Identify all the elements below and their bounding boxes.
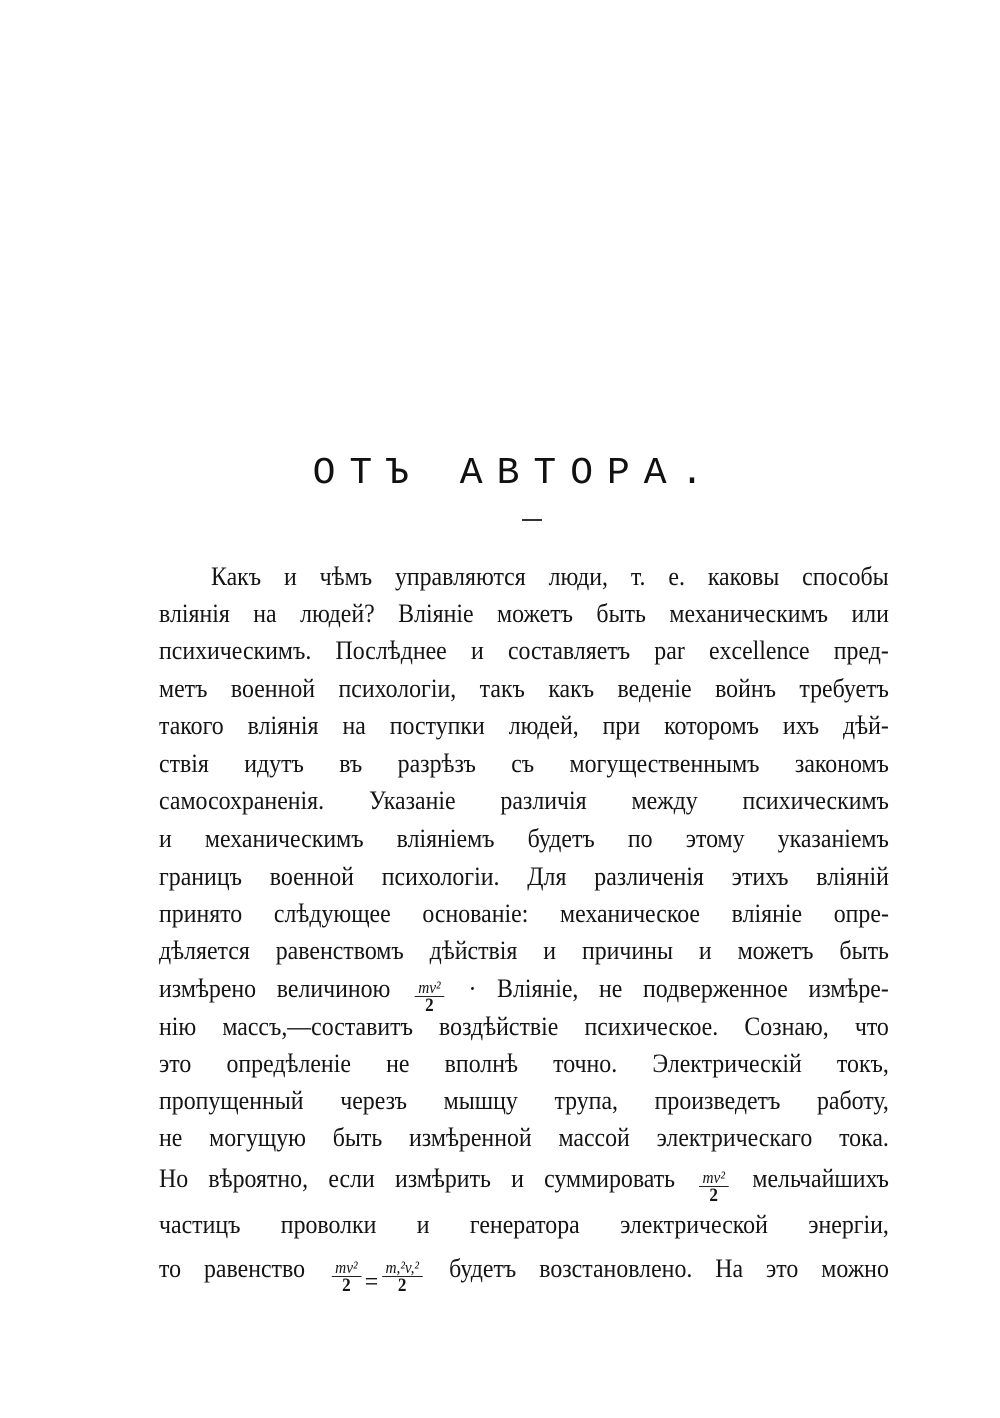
word: влiянiй	[816, 861, 889, 891]
word: массъ,—составитъ	[222, 1011, 413, 1041]
word: границъ	[159, 861, 242, 891]
word: поступки	[389, 710, 485, 740]
word: суммировать	[544, 1163, 676, 1193]
word: excellence	[708, 635, 810, 665]
word: воздѣйствiе	[439, 1011, 559, 1041]
word: подверженное	[643, 973, 788, 1003]
word: на	[253, 598, 277, 628]
word: электрической	[620, 1209, 768, 1239]
word: этому	[685, 823, 745, 853]
word: и	[543, 935, 557, 965]
word: и	[698, 935, 712, 965]
text-line	[159, 707, 889, 743]
word: частицъ	[159, 1209, 241, 1239]
text-line	[159, 1119, 889, 1155]
word: опре-	[833, 898, 889, 928]
word: быть	[839, 935, 889, 965]
word: могущественнымъ	[569, 748, 760, 778]
word: измѣренной	[409, 1122, 532, 1152]
heading-ornament	[522, 519, 542, 521]
word: черезъ	[340, 1085, 407, 1115]
equation: $\frac{\text{mv²}}{2}$ = $\frac{\text{m,²v,²}}{2}$	[328, 1263, 426, 1299]
word: военной	[230, 673, 316, 703]
word: чѣмъ	[319, 561, 373, 591]
word: вполнѣ	[444, 1048, 518, 1078]
word: войнъ	[715, 673, 776, 703]
page-heading: ОТЪ АВТОРА.	[312, 452, 718, 495]
word: На	[715, 1253, 744, 1283]
word: самосохраненiя.	[159, 785, 325, 815]
word: можетъ	[497, 598, 573, 628]
word: основанiе:	[422, 898, 529, 928]
word: нiю	[159, 1011, 197, 1041]
word: могущую	[209, 1122, 306, 1152]
text-line	[159, 595, 889, 631]
word: идутъ	[244, 748, 304, 778]
word: влiянiемъ	[396, 823, 495, 853]
word: возстановлено.	[539, 1253, 693, 1283]
word: которомъ	[664, 710, 759, 740]
text-line	[159, 745, 889, 781]
word: ствiя	[159, 748, 209, 778]
word: можно	[821, 1253, 889, 1283]
word: пред-	[833, 635, 889, 665]
word: энергiи,	[808, 1209, 889, 1239]
word: измѣрено	[159, 973, 257, 1003]
word: генератора	[469, 1209, 580, 1239]
word: психическимъ.	[159, 635, 312, 665]
word: работу,	[816, 1085, 889, 1115]
word: быть	[332, 1122, 383, 1152]
word: и	[416, 1209, 430, 1239]
text-line	[159, 858, 889, 894]
word: между	[631, 785, 698, 815]
fraction: $\frac{\text{mv²}}{2}$	[415, 979, 445, 1014]
word: веденiе	[617, 673, 692, 703]
text-line	[159, 632, 889, 668]
text-line	[159, 1250, 889, 1296]
word: какъ	[548, 673, 595, 703]
word: Влiянiе	[398, 598, 474, 628]
word: вѣроятно,	[208, 1163, 309, 1193]
word: и	[470, 635, 484, 665]
word: механическимъ	[669, 598, 828, 628]
word: мышцу	[443, 1085, 518, 1115]
word: этихъ	[731, 861, 789, 891]
word: влiянiя	[247, 710, 319, 740]
word: пропущенный	[159, 1085, 304, 1115]
word: людей,	[508, 710, 579, 740]
text-line	[159, 1008, 889, 1044]
word: дѣй-	[843, 710, 889, 740]
word: съ	[511, 748, 535, 778]
word: на	[342, 710, 366, 740]
word: и	[159, 823, 172, 853]
text-line	[211, 558, 889, 594]
word: людей?	[300, 598, 375, 628]
word: психологiи,	[338, 673, 457, 703]
word: не	[159, 1122, 183, 1152]
word: каковы	[707, 561, 780, 591]
word: Послѣднее	[335, 635, 447, 665]
word: психологiи.	[381, 861, 500, 891]
word: массой	[558, 1122, 630, 1152]
fraction: $\frac{\text{mv²}}{2}$	[699, 1169, 729, 1204]
word: измѣрить	[394, 1163, 491, 1193]
text-line	[159, 820, 889, 856]
text-line	[159, 1160, 889, 1206]
word: произведетъ	[654, 1085, 781, 1115]
word: трупа,	[554, 1085, 618, 1115]
word: психическимъ	[742, 785, 889, 815]
word: равенство	[203, 1253, 306, 1283]
word: если	[328, 1163, 375, 1193]
text-line	[159, 932, 889, 968]
word: ·	[468, 973, 477, 1003]
word: Но	[159, 1163, 189, 1193]
word: что	[854, 1011, 889, 1041]
fraction: $\frac{\text{mv²}}{2}$	[332, 1259, 362, 1294]
word: влiянiе	[731, 898, 803, 928]
word: Для	[527, 861, 567, 891]
word: Какъ	[211, 561, 262, 591]
word: принято	[159, 898, 243, 928]
word: дѣляется	[159, 935, 250, 965]
text-line	[159, 1206, 889, 1242]
word: равенствомъ	[275, 935, 404, 965]
word: по	[627, 823, 653, 853]
text-line	[159, 670, 889, 706]
text-line	[159, 970, 889, 1016]
word: различiя	[500, 785, 587, 815]
word: будетъ	[449, 1253, 517, 1283]
word: электрическаго	[656, 1122, 813, 1152]
word: Влiянiе,	[497, 973, 579, 1003]
word: Указанiе	[368, 785, 456, 815]
word: Электрическiй	[652, 1048, 802, 1078]
text-line	[159, 895, 889, 931]
word: измѣре-	[808, 973, 889, 1003]
word: механическое	[559, 898, 701, 928]
word: будетъ	[527, 823, 595, 853]
word: е.	[668, 561, 685, 591]
word: военной	[269, 861, 354, 891]
fraction: $\frac{\text{m,²v,²}}{2}$	[382, 1259, 423, 1294]
word: не	[599, 973, 623, 1003]
word: или	[851, 598, 889, 628]
word: не	[386, 1048, 410, 1078]
word: указанiемъ	[777, 823, 889, 853]
word: это	[766, 1253, 799, 1283]
word: закономъ	[794, 748, 889, 778]
word: и	[511, 1163, 524, 1193]
word: механическимъ	[204, 823, 364, 853]
word: ихъ	[782, 710, 820, 740]
word: такого	[159, 710, 224, 740]
word: величиною	[276, 973, 391, 1003]
word: разрѣзъ	[397, 748, 476, 778]
word: токъ,	[836, 1048, 889, 1078]
word: точно.	[553, 1048, 618, 1078]
word: т.	[630, 561, 646, 591]
text-line	[159, 1082, 889, 1118]
word: тока.	[839, 1122, 889, 1152]
text-line	[159, 1045, 889, 1081]
word: мельчайшихъ	[752, 1163, 889, 1193]
word: управляются	[394, 561, 526, 591]
word: то	[159, 1253, 182, 1283]
text-line	[159, 782, 889, 818]
word: метъ	[159, 673, 208, 703]
word: составляетъ	[507, 635, 631, 665]
word: психическое.	[584, 1011, 719, 1041]
word: въ	[339, 748, 363, 778]
word: при	[602, 710, 641, 740]
word: требуетъ	[799, 673, 889, 703]
word: дѣйствiя	[429, 935, 518, 965]
word: можетъ	[737, 935, 814, 965]
word: причины	[581, 935, 673, 965]
word: и	[283, 561, 297, 591]
word: Сознаю,	[744, 1011, 829, 1041]
word: опредѣленiе	[226, 1048, 351, 1078]
word: слѣдующее	[273, 898, 391, 928]
word: люди,	[548, 561, 608, 591]
word: это	[159, 1048, 192, 1078]
word: par	[654, 635, 685, 665]
word: различенiя	[594, 861, 704, 891]
word: проволки	[280, 1209, 377, 1239]
word: быть	[596, 598, 646, 628]
word: способы	[802, 561, 889, 591]
word: влiянiя	[159, 598, 230, 628]
word: такъ	[479, 673, 525, 703]
